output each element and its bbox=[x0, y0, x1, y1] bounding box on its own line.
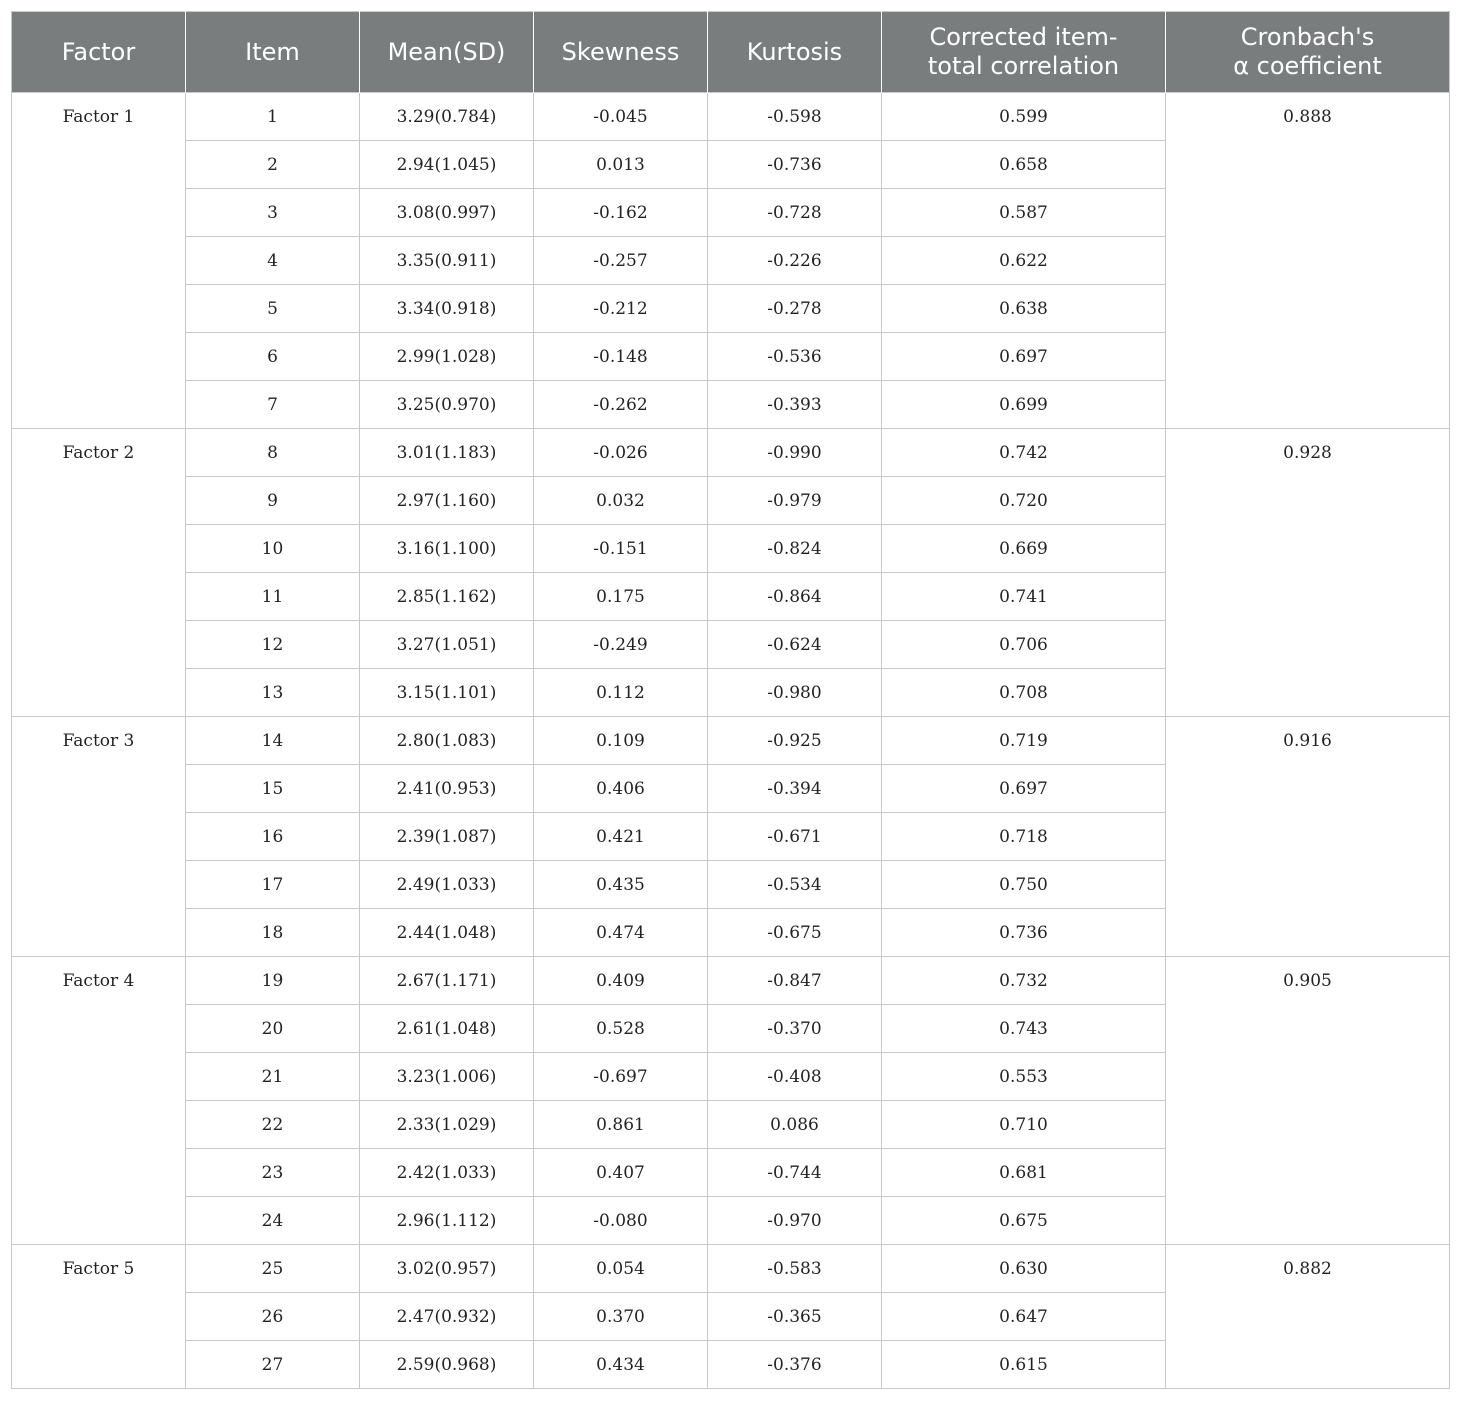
table-row bbox=[12, 1245, 1450, 1293]
skewness-cell: -0.262 bbox=[534, 381, 708, 429]
kurtosis-cell: -0.534 bbox=[708, 861, 882, 909]
kurtosis-cell: -0.370 bbox=[708, 1005, 882, 1053]
item-number-cell: 8 bbox=[186, 429, 360, 477]
mean-sd-cell: 2.80(1.083) bbox=[360, 717, 534, 765]
item-number-cell: 17 bbox=[186, 861, 360, 909]
header-skewness: Skewness bbox=[534, 12, 708, 93]
item-number-cell: 11 bbox=[186, 573, 360, 621]
kurtosis-cell: -0.824 bbox=[708, 525, 882, 573]
mean-sd-cell: 2.67(1.171) bbox=[360, 957, 534, 1005]
mean-sd-cell: 3.15(1.101) bbox=[360, 669, 534, 717]
item-statistics-table bbox=[11, 11, 1450, 1389]
cronbach-alpha-cell: 0.882 bbox=[1166, 1245, 1450, 1389]
kurtosis-cell: -0.847 bbox=[708, 957, 882, 1005]
corrected-correlation-cell: 0.675 bbox=[882, 1197, 1166, 1245]
corrected-correlation-cell: 0.743 bbox=[882, 1005, 1166, 1053]
corrected-correlation-cell: 0.699 bbox=[882, 381, 1166, 429]
kurtosis-cell: -0.728 bbox=[708, 189, 882, 237]
cronbach-alpha-cell: 0.888 bbox=[1166, 93, 1450, 429]
skewness-cell: 0.370 bbox=[534, 1293, 708, 1341]
item-number-cell: 13 bbox=[186, 669, 360, 717]
mean-sd-cell: 3.23(1.006) bbox=[360, 1053, 534, 1101]
mean-sd-cell: 2.42(1.033) bbox=[360, 1149, 534, 1197]
mean-sd-cell: 2.44(1.048) bbox=[360, 909, 534, 957]
mean-sd-cell: 2.85(1.162) bbox=[360, 573, 534, 621]
header-mean-sd: Mean(SD) bbox=[360, 12, 534, 93]
item-number-cell: 21 bbox=[186, 1053, 360, 1101]
item-number-cell: 23 bbox=[186, 1149, 360, 1197]
skewness-cell: -0.045 bbox=[534, 93, 708, 141]
corrected-correlation-cell: 0.697 bbox=[882, 333, 1166, 381]
mean-sd-cell: 2.59(0.968) bbox=[360, 1341, 534, 1389]
item-number-cell: 16 bbox=[186, 813, 360, 861]
cronbach-alpha-cell: 0.928 bbox=[1166, 429, 1450, 717]
skewness-cell: -0.257 bbox=[534, 237, 708, 285]
kurtosis-cell: -0.624 bbox=[708, 621, 882, 669]
kurtosis-cell: -0.408 bbox=[708, 1053, 882, 1101]
item-number-cell: 1 bbox=[186, 93, 360, 141]
mean-sd-cell: 3.29(0.784) bbox=[360, 93, 534, 141]
skewness-cell: 0.109 bbox=[534, 717, 708, 765]
header-factor: Factor bbox=[12, 12, 186, 93]
corrected-correlation-cell: 0.615 bbox=[882, 1341, 1166, 1389]
item-number-cell: 27 bbox=[186, 1341, 360, 1389]
kurtosis-cell: -0.864 bbox=[708, 573, 882, 621]
kurtosis-cell: -0.393 bbox=[708, 381, 882, 429]
skewness-cell: 0.435 bbox=[534, 861, 708, 909]
header-corrected-line2: total correlation bbox=[927, 52, 1120, 80]
skewness-cell: -0.697 bbox=[534, 1053, 708, 1101]
skewness-cell: -0.151 bbox=[534, 525, 708, 573]
corrected-correlation-cell: 0.710 bbox=[882, 1101, 1166, 1149]
header-row bbox=[12, 12, 1450, 93]
mean-sd-cell: 3.16(1.100) bbox=[360, 525, 534, 573]
corrected-correlation-cell: 0.719 bbox=[882, 717, 1166, 765]
skewness-cell: 0.175 bbox=[534, 573, 708, 621]
corrected-correlation-cell: 0.742 bbox=[882, 429, 1166, 477]
item-number-cell: 22 bbox=[186, 1101, 360, 1149]
cronbach-alpha-cell: 0.905 bbox=[1166, 957, 1450, 1245]
skewness-cell: 0.032 bbox=[534, 477, 708, 525]
skewness-cell: 0.406 bbox=[534, 765, 708, 813]
skewness-cell: 0.409 bbox=[534, 957, 708, 1005]
mean-sd-cell: 2.47(0.932) bbox=[360, 1293, 534, 1341]
kurtosis-cell: -0.980 bbox=[708, 669, 882, 717]
item-number-cell: 2 bbox=[186, 141, 360, 189]
kurtosis-cell: -0.671 bbox=[708, 813, 882, 861]
corrected-correlation-cell: 0.622 bbox=[882, 237, 1166, 285]
corrected-correlation-cell: 0.669 bbox=[882, 525, 1166, 573]
corrected-correlation-cell: 0.741 bbox=[882, 573, 1166, 621]
corrected-correlation-cell: 0.732 bbox=[882, 957, 1166, 1005]
corrected-correlation-cell: 0.706 bbox=[882, 621, 1166, 669]
skewness-cell: 0.861 bbox=[534, 1101, 708, 1149]
skewness-cell: -0.080 bbox=[534, 1197, 708, 1245]
kurtosis-cell: -0.675 bbox=[708, 909, 882, 957]
skewness-cell: -0.212 bbox=[534, 285, 708, 333]
header-kurtosis: Kurtosis bbox=[708, 12, 882, 93]
factor-name-cell: Factor 4 bbox=[12, 957, 186, 1245]
skewness-cell: 0.434 bbox=[534, 1341, 708, 1389]
item-number-cell: 14 bbox=[186, 717, 360, 765]
skewness-cell: -0.148 bbox=[534, 333, 708, 381]
item-number-cell: 3 bbox=[186, 189, 360, 237]
item-number-cell: 12 bbox=[186, 621, 360, 669]
mean-sd-cell: 2.49(1.033) bbox=[360, 861, 534, 909]
table-row bbox=[12, 957, 1450, 1005]
factor-name-cell: Factor 5 bbox=[12, 1245, 186, 1389]
corrected-correlation-cell: 0.630 bbox=[882, 1245, 1166, 1293]
header-corrected-correlation bbox=[882, 12, 1166, 93]
cronbach-alpha-cell: 0.916 bbox=[1166, 717, 1450, 957]
kurtosis-cell: -0.925 bbox=[708, 717, 882, 765]
kurtosis-cell: -0.278 bbox=[708, 285, 882, 333]
item-number-cell: 6 bbox=[186, 333, 360, 381]
corrected-correlation-cell: 0.718 bbox=[882, 813, 1166, 861]
factor-name-cell: Factor 3 bbox=[12, 717, 186, 957]
kurtosis-cell: -0.226 bbox=[708, 237, 882, 285]
mean-sd-cell: 2.39(1.087) bbox=[360, 813, 534, 861]
mean-sd-cell: 3.02(0.957) bbox=[360, 1245, 534, 1293]
item-number-cell: 26 bbox=[186, 1293, 360, 1341]
corrected-correlation-cell: 0.658 bbox=[882, 141, 1166, 189]
mean-sd-cell: 2.97(1.160) bbox=[360, 477, 534, 525]
mean-sd-cell: 3.27(1.051) bbox=[360, 621, 534, 669]
kurtosis-cell: -0.536 bbox=[708, 333, 882, 381]
table-header bbox=[12, 12, 1450, 93]
item-number-cell: 20 bbox=[186, 1005, 360, 1053]
mean-sd-cell: 3.01(1.183) bbox=[360, 429, 534, 477]
item-number-cell: 10 bbox=[186, 525, 360, 573]
corrected-correlation-cell: 0.587 bbox=[882, 189, 1166, 237]
corrected-correlation-cell: 0.697 bbox=[882, 765, 1166, 813]
item-number-cell: 9 bbox=[186, 477, 360, 525]
item-number-cell: 24 bbox=[186, 1197, 360, 1245]
skewness-cell: 0.112 bbox=[534, 669, 708, 717]
header-item: Item bbox=[186, 12, 360, 93]
mean-sd-cell: 2.94(1.045) bbox=[360, 141, 534, 189]
table-row bbox=[12, 717, 1450, 765]
kurtosis-cell: 0.086 bbox=[708, 1101, 882, 1149]
item-number-cell: 4 bbox=[186, 237, 360, 285]
corrected-correlation-cell: 0.647 bbox=[882, 1293, 1166, 1341]
header-corrected-line1: Corrected item- bbox=[929, 23, 1118, 51]
kurtosis-cell: -0.365 bbox=[708, 1293, 882, 1341]
skewness-cell: -0.026 bbox=[534, 429, 708, 477]
kurtosis-cell: -0.990 bbox=[708, 429, 882, 477]
kurtosis-cell: -0.744 bbox=[708, 1149, 882, 1197]
header-alpha-line2: α coefficient bbox=[1233, 52, 1382, 80]
kurtosis-cell: -0.979 bbox=[708, 477, 882, 525]
kurtosis-cell: -0.394 bbox=[708, 765, 882, 813]
skewness-cell: -0.249 bbox=[534, 621, 708, 669]
item-number-cell: 15 bbox=[186, 765, 360, 813]
item-number-cell: 25 bbox=[186, 1245, 360, 1293]
skewness-cell: 0.407 bbox=[534, 1149, 708, 1197]
kurtosis-cell: -0.736 bbox=[708, 141, 882, 189]
item-number-cell: 19 bbox=[186, 957, 360, 1005]
skewness-cell: 0.528 bbox=[534, 1005, 708, 1053]
table-row bbox=[12, 93, 1450, 141]
mean-sd-cell: 2.41(0.953) bbox=[360, 765, 534, 813]
corrected-correlation-cell: 0.638 bbox=[882, 285, 1166, 333]
mean-sd-cell: 2.99(1.028) bbox=[360, 333, 534, 381]
corrected-correlation-cell: 0.681 bbox=[882, 1149, 1166, 1197]
mean-sd-cell: 3.34(0.918) bbox=[360, 285, 534, 333]
skewness-cell: 0.474 bbox=[534, 909, 708, 957]
mean-sd-cell: 3.08(0.997) bbox=[360, 189, 534, 237]
mean-sd-cell: 3.25(0.970) bbox=[360, 381, 534, 429]
item-number-cell: 5 bbox=[186, 285, 360, 333]
header-cronbach-alpha bbox=[1166, 12, 1450, 93]
kurtosis-cell: -0.583 bbox=[708, 1245, 882, 1293]
skewness-cell: 0.054 bbox=[534, 1245, 708, 1293]
kurtosis-cell: -0.598 bbox=[708, 93, 882, 141]
corrected-correlation-cell: 0.720 bbox=[882, 477, 1166, 525]
skewness-cell: -0.162 bbox=[534, 189, 708, 237]
mean-sd-cell: 2.61(1.048) bbox=[360, 1005, 534, 1053]
corrected-correlation-cell: 0.750 bbox=[882, 861, 1166, 909]
table-body bbox=[12, 93, 1450, 1389]
mean-sd-cell: 2.96(1.112) bbox=[360, 1197, 534, 1245]
header-alpha-line1: Cronbach's bbox=[1240, 23, 1375, 51]
mean-sd-cell: 2.33(1.029) bbox=[360, 1101, 534, 1149]
kurtosis-cell: -0.376 bbox=[708, 1341, 882, 1389]
factor-name-cell: Factor 2 bbox=[12, 429, 186, 717]
mean-sd-cell: 3.35(0.911) bbox=[360, 237, 534, 285]
item-number-cell: 7 bbox=[186, 381, 360, 429]
kurtosis-cell: -0.970 bbox=[708, 1197, 882, 1245]
corrected-correlation-cell: 0.599 bbox=[882, 93, 1166, 141]
item-number-cell: 18 bbox=[186, 909, 360, 957]
corrected-correlation-cell: 0.736 bbox=[882, 909, 1166, 957]
factor-name-cell: Factor 1 bbox=[12, 93, 186, 429]
corrected-correlation-cell: 0.708 bbox=[882, 669, 1166, 717]
corrected-correlation-cell: 0.553 bbox=[882, 1053, 1166, 1101]
skewness-cell: 0.421 bbox=[534, 813, 708, 861]
skewness-cell: 0.013 bbox=[534, 141, 708, 189]
table-row bbox=[12, 429, 1450, 477]
